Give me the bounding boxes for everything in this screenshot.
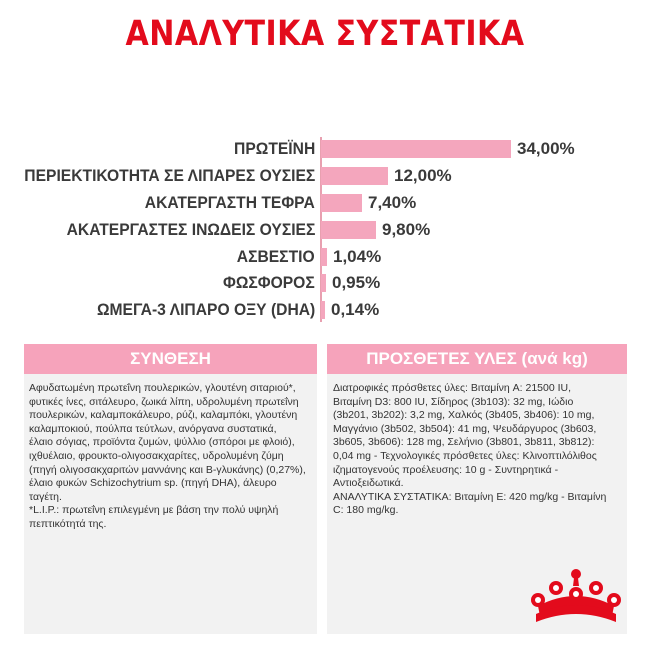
nutrient-label: ΦΩΣΦΟΡΟΣ xyxy=(223,273,315,292)
nutrient-bar xyxy=(321,274,326,292)
page-title: ΑΝΑΛΥΤΙΚΑ ΣΥΣΤΑΤΙΚΑ xyxy=(125,14,525,54)
composition-panel xyxy=(24,374,317,634)
nutrient-bar xyxy=(321,167,388,185)
nutrient-label: ΩΜΕΓΑ-3 ΛΙΠΑΡΟ ΟΞΥ (DHA) xyxy=(96,300,315,319)
nutrient-bar xyxy=(321,301,325,319)
nutrient-label: ΠΡΩΤΕΪΝΗ xyxy=(233,139,315,158)
nutrient-row xyxy=(0,218,650,242)
additives-text: Διατροφικές πρόσθετες ύλες: Βιταμίνη A: 21500 IU, Βιταμίνη D3: 800 IU, Σίδηρος (3b103): 32 mg, Ιώδιο (3b201, 3b202): 3,2 mg, Χαλκός (3b405, 3b406): 10 mg, Μαγγάνιο (3b502, 3b504): 41 mg, Ψευδάργυρος (3b603, 3b605, 3b606): 128 mg, Σελήνιο (3b801, 3b811, 3b812): 0,04 mg - Τεχνολογικές πρόσθετες ύλες: Κλινοπτιλόλιθος ιζηματογενούς προέλευσης: 10 g - Συντηρητικά - Αντιοξειδωτικά. ΑΝΑΛΥΤΙΚΑ ΣΥΣΤΑΤΙΚΑ: Βιταμίνη E: 420 mg/kg - Βιταμίνη C: 180 mg/kg. xyxy=(333,382,607,517)
nutrient-label: ΠΕΡΙΕΚΤΙΚΟΤΗΤΑ ΣΕ ΛΙΠΑΡΕΣ ΟΥΣΙΕΣ xyxy=(23,166,315,185)
nutrient-value: 9,80% xyxy=(382,220,431,239)
nutrient-value: 7,40% xyxy=(368,193,417,212)
nutrient-value: 1,04% xyxy=(333,247,382,266)
nutrient-label: ΑΣΒΕΣΤΙΟ xyxy=(237,247,315,266)
nutrient-row xyxy=(0,271,650,295)
nutrient-bar xyxy=(321,248,327,266)
royal-canin-crown-logo xyxy=(526,566,626,624)
nutrient-row xyxy=(0,164,650,188)
nutrient-label: ΑΚΑΤΕΡΓΑΣΤΗ ΤΕΦΡΑ xyxy=(145,193,315,212)
nutrient-value: 12,00% xyxy=(394,166,452,185)
nutrient-value: 34,00% xyxy=(517,139,575,158)
nutrient-bar xyxy=(321,194,362,212)
nutrient-label: ΑΚΑΤΕΡΓΑΣΤΕΣ ΙΝΩΔΕΙΣ ΟΥΣΙΕΣ xyxy=(66,220,315,239)
nutrient-value: 0,14% xyxy=(331,300,380,319)
nutrient-bar xyxy=(321,140,511,158)
nutrient-row xyxy=(0,298,650,322)
composition-text: Αφυδατωμένη πρωτεΐνη πουλερικών, γλουτένη σιταριού*, φυτικές ίνες, σιτάλευρο, ζωικά λίπη, υδρολυμένη πρωτεΐνη πουλερικών, καλαμποκάλευρο, ρύζι, καλαμπόκι, γλουτένη καλαμποκιού, πούλπα τεύτλων, ανόργανα συστατικά, έλαιο σόγιας, προϊόντα ζυμών, ψύλλιο (σπόροι με φλοιό), ιχθυέλαιο, φρουκτο-ολιγοσακχαρίτες, υδρολυμένη ζύμη (πηγή ολιγοσακχαριτών μαννάνης και Β-γλυκάνης) (0,27%), έλαιο φυκών Schizochytrium sp. (πηγή DHA), άλευρο ταγέτη. *L.I.P.: πρωτεΐνη επιλεγμένη με βάση την πολύ υψηλή πεπτικότητά της. xyxy=(29,382,306,530)
additives-header: ΠΡΟΣΘΕΤΕΣ ΥΛΕΣ (ανά kg) xyxy=(327,344,627,374)
nutrient-row xyxy=(0,191,650,215)
nutrient-bar xyxy=(321,221,376,239)
nutrient-row xyxy=(0,245,650,269)
nutrient-row xyxy=(0,137,650,161)
composition-header: ΣΥΝΘΕΣΗ xyxy=(24,344,317,374)
nutrient-value: 0,95% xyxy=(332,273,381,292)
